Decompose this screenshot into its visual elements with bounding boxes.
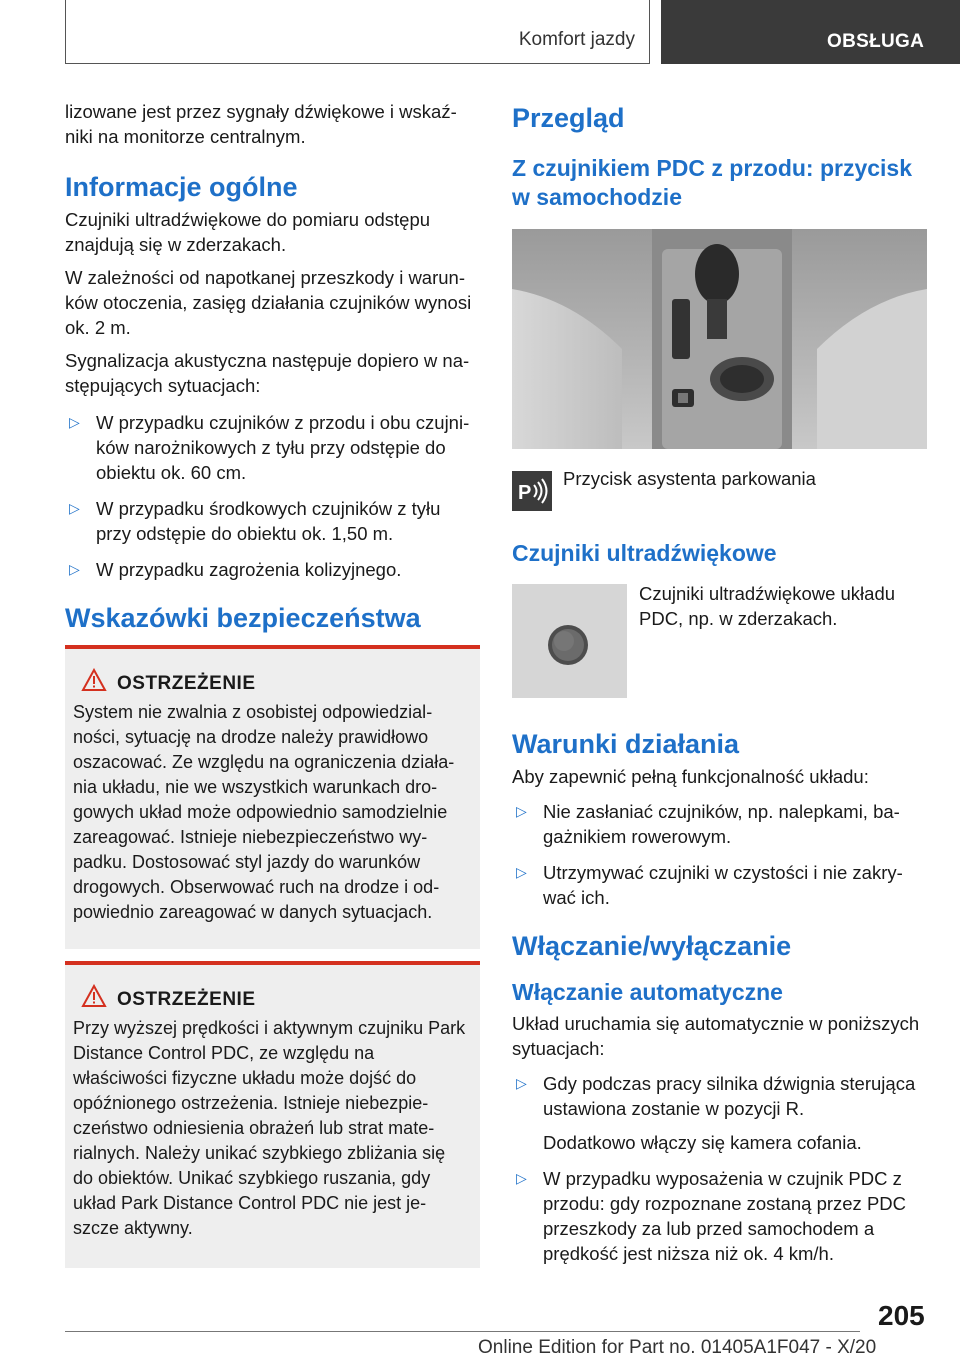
heading-on-off: Włączanie/wyłączanie [512, 931, 792, 961]
list-item: ▷ W przypadku zagrożenia kolizyjnego. [69, 559, 402, 580]
sensor-photo [512, 584, 627, 698]
heading-automatic-on: Włączanie automatyczne [512, 979, 783, 1005]
triangle-bullet-icon: ▷ [69, 561, 80, 577]
left-column [65, 99, 477, 634]
heading-general-info: Informacje ogólne [65, 172, 298, 202]
warning-title: OSTRZEŻENIE [73, 987, 466, 1012]
list-item: ▷ Gdy podczas pracy silnika dźwignia sterująca ustawiona zostanie w pozycji R. Dodatkowo włączy się kamera cofania. [512, 1071, 927, 1155]
acoustic-signal-list [65, 410, 477, 582]
header-section-box [65, 0, 650, 64]
list-item: ▷ W przypadku środkowych czujników z tyłu przy odstępie do obiektu ok. 1,50 m. [69, 498, 441, 544]
right-column-top [512, 102, 927, 212]
general-paragraph-3: Sygnalizacja akustyczna następuje dopiero w następujących sytuacjach: [65, 350, 470, 396]
center-console-photo [512, 229, 927, 449]
warning-title: OSTRZEŻENIE [73, 671, 466, 696]
triangle-bullet-icon: ▷ [69, 414, 80, 430]
warning-triangle-icon [81, 984, 107, 1008]
header-section-title: Komfort jazdy [518, 29, 635, 50]
warning-box-2 [65, 961, 480, 1268]
intro-text: lizowane jest przez sygnały dźwiękowe i wskaźniki na monitorze centralnym. [65, 101, 457, 147]
heading-front-pdc-button: Z czujnikiem PDC z przodu: przycisk w samochodzie [512, 155, 913, 210]
list-item: ▷ W przypadku czujników z przodu i obu czujników narożnikowych z tyłu przy odstępie do obiektu ok. 60 cm. [69, 412, 470, 483]
triangle-bullet-icon: ▷ [516, 1170, 527, 1186]
triangle-bullet-icon: ▷ [516, 1075, 527, 1091]
conditions-intro: Aby zapewnić pełną funkcjonalność układu: [512, 766, 869, 787]
park-assist-button-icon [512, 471, 552, 511]
svg-text:P: P [518, 482, 532, 504]
footer-divider [65, 1331, 860, 1332]
heading-ultrasonic-sensors: Czujniki ultradźwiękowe [512, 540, 777, 566]
triangle-bullet-icon: ▷ [516, 803, 527, 819]
warning-box-1 [65, 645, 480, 949]
conditions-list [512, 799, 927, 910]
sensors-description: Czujniki ultradźwiękowe układu PDC, np. w zderzakach. [639, 583, 896, 629]
warning-text: Przy wyższej prędkości i aktywnym czujniku Park Distance Control PDC, ze względu na właściwości fizyczne układu może dojść do opóźnionego ostrzeżenia. Istnieje niebezpieczeństwo odniesienia obrażeń lub strat materialnych. Należy unikać szybkiego zbliżania się do obiektów. Unikać szybkiego ruszania, gdy układ Park Distance Control PDC nie jest jeszcze aktywny. [73, 1018, 466, 1238]
header-tab [661, 0, 960, 64]
auto-intro: Układ uruchamia się automatycznie w poniższych sytuacjach: [512, 1013, 920, 1059]
general-paragraph-1: Czujniki ultradźwiękowe do pomiaru odstępu znajdują się w zderzakach. [65, 209, 431, 255]
auto-extra-note: Dodatkowo włączy się kamera cofania. [543, 1132, 862, 1153]
footer-edition: Online Edition for Part no. 01405A1F047 - X/20 [478, 1337, 877, 1358]
heading-overview: Przegląd [512, 103, 625, 133]
heading-operating-conditions: Warunki działania [512, 729, 740, 759]
list-item: ▷ Utrzymywać czujniki w czystości i nie zakrywać ich. [516, 862, 903, 908]
general-paragraph-2: W zależności od napotkanej przeszkody i warunków otoczenia, zasięg działania czujników wynosi ok. 2 m. [65, 267, 472, 338]
right-column-lower [512, 728, 927, 1277]
warning-triangle-icon [81, 668, 107, 692]
page-number: 205 [878, 1300, 925, 1331]
heading-safety: Wskazówki bezpieczeństwa [65, 603, 421, 633]
list-item: ▷ Nie zasłaniać czujników, np. nalepkami, bagażnikiem rowerowym. [516, 801, 900, 847]
header-tab-label: OBSŁUGA [827, 31, 925, 52]
auto-list [512, 1071, 927, 1266]
triangle-bullet-icon: ▷ [69, 500, 80, 516]
triangle-bullet-icon: ▷ [516, 864, 527, 880]
warning-text: System nie zwalnia z osobistej odpowiedzialności, sytuację na drodze należy prawidłowo oszacować. Ze względu na ograniczenia działania układu, nie we wszystkich warunkach drogowych układ może odpowiednio samodzielnie zareagować. Istnieje niebezpieczeństwo wypadku. Dostosować styl jazdy do warunków drogowych. Obserwować ruch na drodze i odpowiednio zareagować w danych sytuacjach. [73, 702, 455, 922]
list-item: ▷ W przypadku wyposażenia w czujnik PDC z przodu: gdy rozpoznane zostaną przez PDC przeszkody za lub przed samochodem a prędkość jest niższa niż ok. 4 km/h. [516, 1168, 907, 1264]
button-caption: Przycisk asystenta parkowania [563, 468, 816, 489]
